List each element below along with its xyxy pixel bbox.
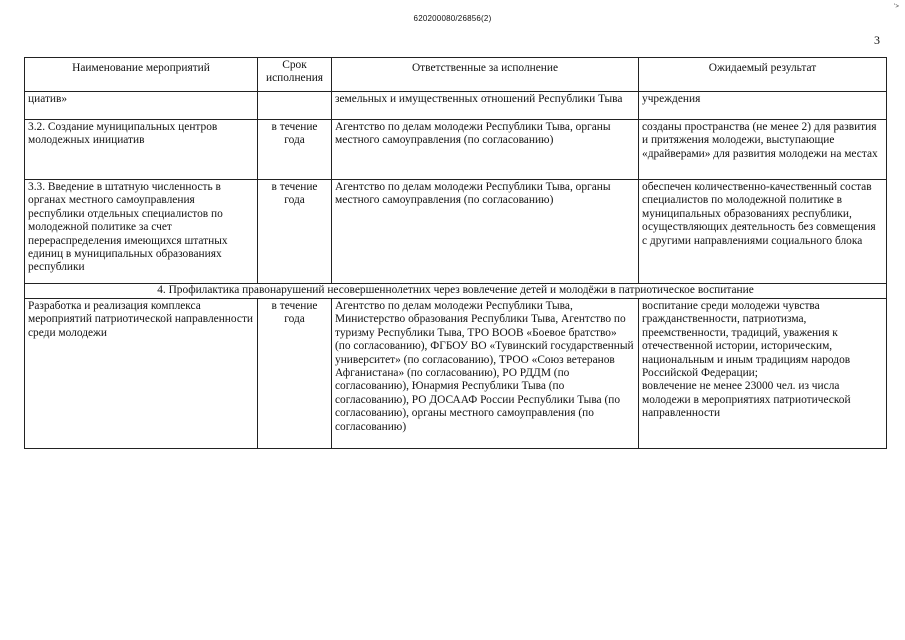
table-row	[25, 120, 887, 180]
header-responsible: Ответственные за исполнение	[332, 58, 639, 92]
row-4-result-line-1: воспитание среди молодежи чувства гражданственности, патриотизма, преемственности, традиций, уважения к отечественной истории, историческим, национальным и иным традициям народов Российской Федерации;	[642, 300, 851, 380]
table-row	[25, 92, 887, 120]
page-number: 3	[874, 33, 880, 47]
row-3-3-name: 3.3. Введение в штатную численность в органах местного самоуправления республики отдельных специалистов по молодежной политике за счет перераспределения имеющихся штатных единиц в муниципальных образованиях республики	[25, 180, 258, 284]
row-continuation-name: циатив»	[25, 92, 258, 120]
row-4-name: Разработка и реализация комплекса мероприятий патриотической направленности среди молодежи	[25, 299, 258, 449]
row-3-2-responsible: Агентство по делам молодежи Республики Тыва, органы местного самоуправления (по согласованию)	[332, 120, 639, 180]
row-continuation-result: учреждения	[639, 92, 887, 120]
row-continuation-term	[258, 92, 332, 120]
section-row	[25, 284, 887, 299]
row-4-result-line-2: вовлечение не менее 23000 чел. из числа молодежи в мероприятиях патриотической направленности	[642, 380, 851, 420]
row-3-2-name: 3.2. Создание муниципальных центров молодежных инициатив	[25, 120, 258, 180]
document-number: 620200080/26856(2)	[413, 14, 492, 23]
row-continuation-responsible: земельных и имущественных отношений Республики Тыва	[332, 92, 639, 120]
corner-mark: ʻ˃	[894, 4, 899, 10]
events-table	[24, 57, 887, 449]
row-4-result	[639, 299, 887, 449]
row-4-responsible: Агентство по делам молодежи Республики Тыва, Министерство образования Республики Тыва, Агентство по туризму Республики Тыва, ТРО ВООВ «Боевое братство» (по согласованию), ФГБОУ ВО «Тувинский государственный университет» (по согласованию), ТРОО «Союз ветеранов Афганистана» (по согласованию), РО РДДМ (по согласованию), Юнармия Республики Тыва (по согласованию), РО ДОСААФ России Республики Тыва (по согласованию), органы местного самоуправления (по согласованию)	[332, 299, 639, 449]
table-row	[25, 299, 887, 449]
table-header-row	[25, 58, 887, 92]
row-3-3-term: в течение года	[258, 180, 332, 284]
row-3-3-responsible: Агентство по делам молодежи Республики Тыва, органы местного самоуправления (по согласованию)	[332, 180, 639, 284]
header-result: Ожидаемый результат	[639, 58, 887, 92]
header-name: Наименование мероприятий	[25, 58, 258, 92]
table-row	[25, 180, 887, 284]
row-3-2-result: созданы пространства (не менее 2) для развития и притяжения молодежи, выступающие «драйверами» для развития молодежи на местах	[639, 120, 887, 180]
row-4-term: в течение года	[258, 299, 332, 449]
row-3-2-term: в течение года	[258, 120, 332, 180]
header-term: Срок исполнения	[258, 58, 332, 92]
row-3-3-result: обеспечен количественно-качественный состав специалистов по молодежной политике в муниципальных образованиях республики, осуществляющих деятельность без совмещения с другими направлениями социального блока	[639, 180, 887, 284]
section-4-title: 4. Профилактика правонарушений несовершеннолетних через вовлечение детей и молодёжи в патриотическое воспитание	[25, 284, 887, 299]
